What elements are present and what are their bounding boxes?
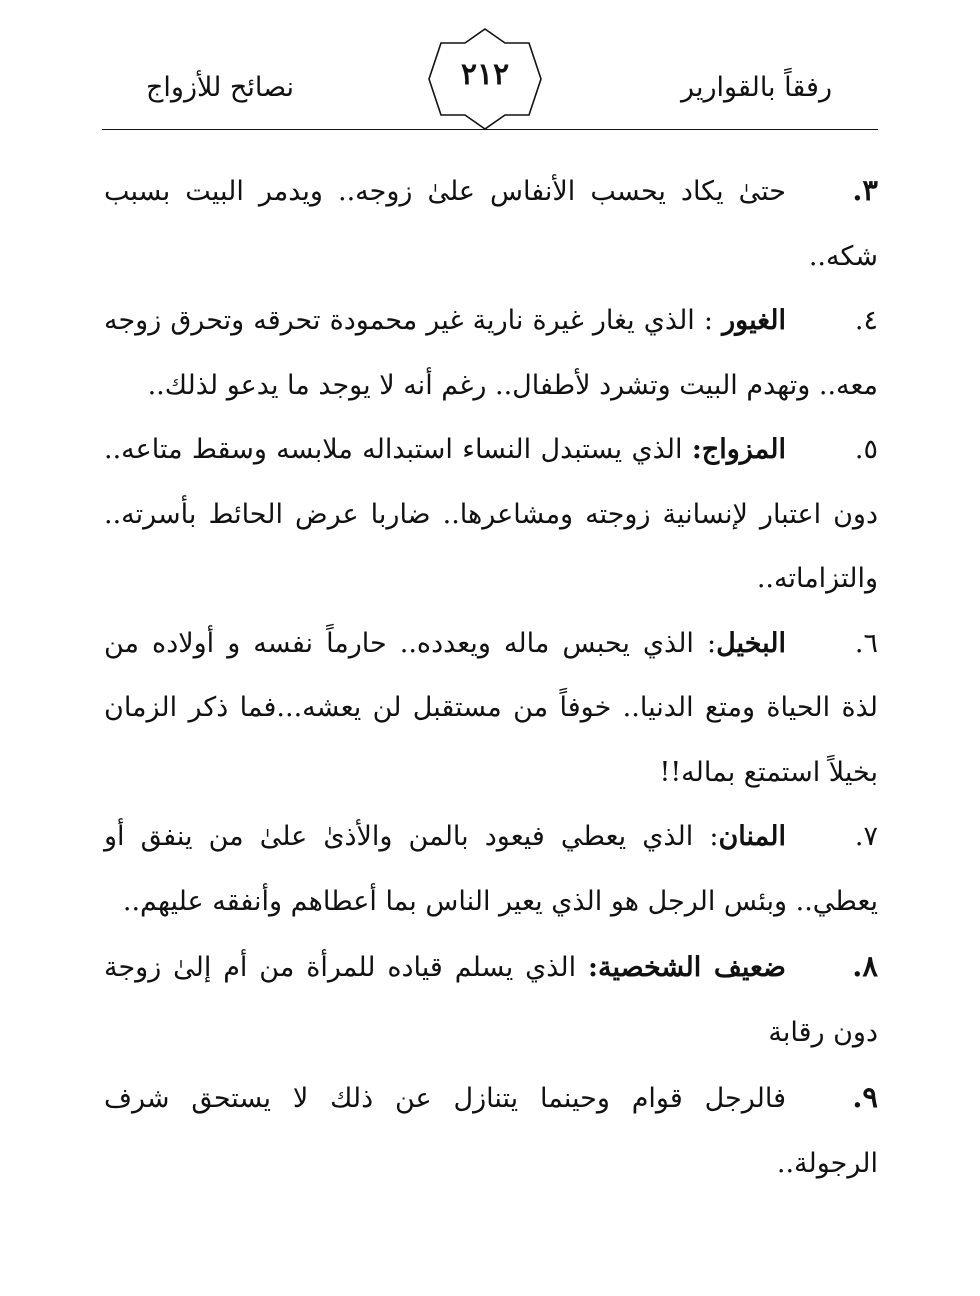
page-header	[0, 0, 980, 140]
list-item	[104, 612, 878, 806]
item-number: ٩.	[852, 1080, 878, 1114]
book-title: رفقاً بالقوارير	[681, 72, 832, 103]
item-separator: :	[693, 627, 717, 659]
page-number-badge	[425, 27, 545, 131]
list-item	[104, 289, 878, 418]
list-item	[104, 158, 878, 289]
item-text: الذي يستبدل النساء استبداله ملابسه وسقط متاعه.. دون اعتبار لإنسانية زوجته ومشاعرها.. ضاربا عرض الحائط بأسرته.. والتزاماته..	[104, 434, 878, 594]
list-item	[104, 418, 878, 612]
list-item	[104, 805, 878, 934]
item-text: الذي يسلم قياده للمرأة من أم إلىٰ زوجة دون رقابة	[104, 952, 878, 1048]
item-text: الذي يغار غيرة نارية غير محمودة تحرقه وتحرق زوجه معه.. وتهدم البيت وتشرد لأطفال.. رغم أنه لا يوجد ما يدعو لذلك..	[104, 305, 878, 401]
item-term: المنان	[718, 821, 786, 852]
list-item	[104, 1065, 878, 1196]
item-term: ضعيف الشخصية:	[588, 952, 786, 983]
item-term: المزواج:	[691, 434, 786, 465]
item-number: ٧.	[854, 821, 878, 852]
item-separator: :	[693, 821, 719, 852]
item-separator	[683, 434, 692, 465]
chapter-title: نصائح للأزواج	[146, 72, 295, 103]
item-term: البخيل	[716, 627, 786, 659]
list-item	[104, 934, 878, 1065]
item-number: ٦.	[854, 627, 878, 659]
page-body	[104, 158, 878, 1196]
item-term: الغيور	[722, 305, 786, 336]
item-number: ٨.	[852, 949, 878, 983]
item-text: الذي يحبس ماله ويعدده.. حارماً نفسه و أولاده من لذة الحياة ومتع الدنيا.. خوفاً من مستقبل لن يعشه...فما ذكر الزمان بخيلاً استمتع بماله!!	[104, 627, 878, 788]
item-number: ٤.	[854, 305, 878, 336]
page-number: ٢١٢	[460, 57, 510, 92]
header-divider	[102, 129, 878, 130]
item-text: الذي يعطي فيعود بالمن والأذىٰ علىٰ من ينفق أو يعطي.. وبئس الرجل هو الذي يعير الناس بما أعطاهم وأنفقه عليهم..	[104, 821, 878, 917]
item-number: ٣.	[852, 173, 878, 207]
item-separator: :	[694, 305, 723, 336]
item-text: فالرجل قوام وحينما يتنازل عن ذلك لا يستحق شرف الرجولة..	[104, 1083, 878, 1179]
item-separator	[576, 952, 588, 983]
item-text: حتىٰ يكاد يحسب الأنفاس علىٰ زوجه.. ويدمر البيت بسبب شكه..	[104, 176, 878, 272]
item-number: ٥.	[854, 434, 878, 465]
